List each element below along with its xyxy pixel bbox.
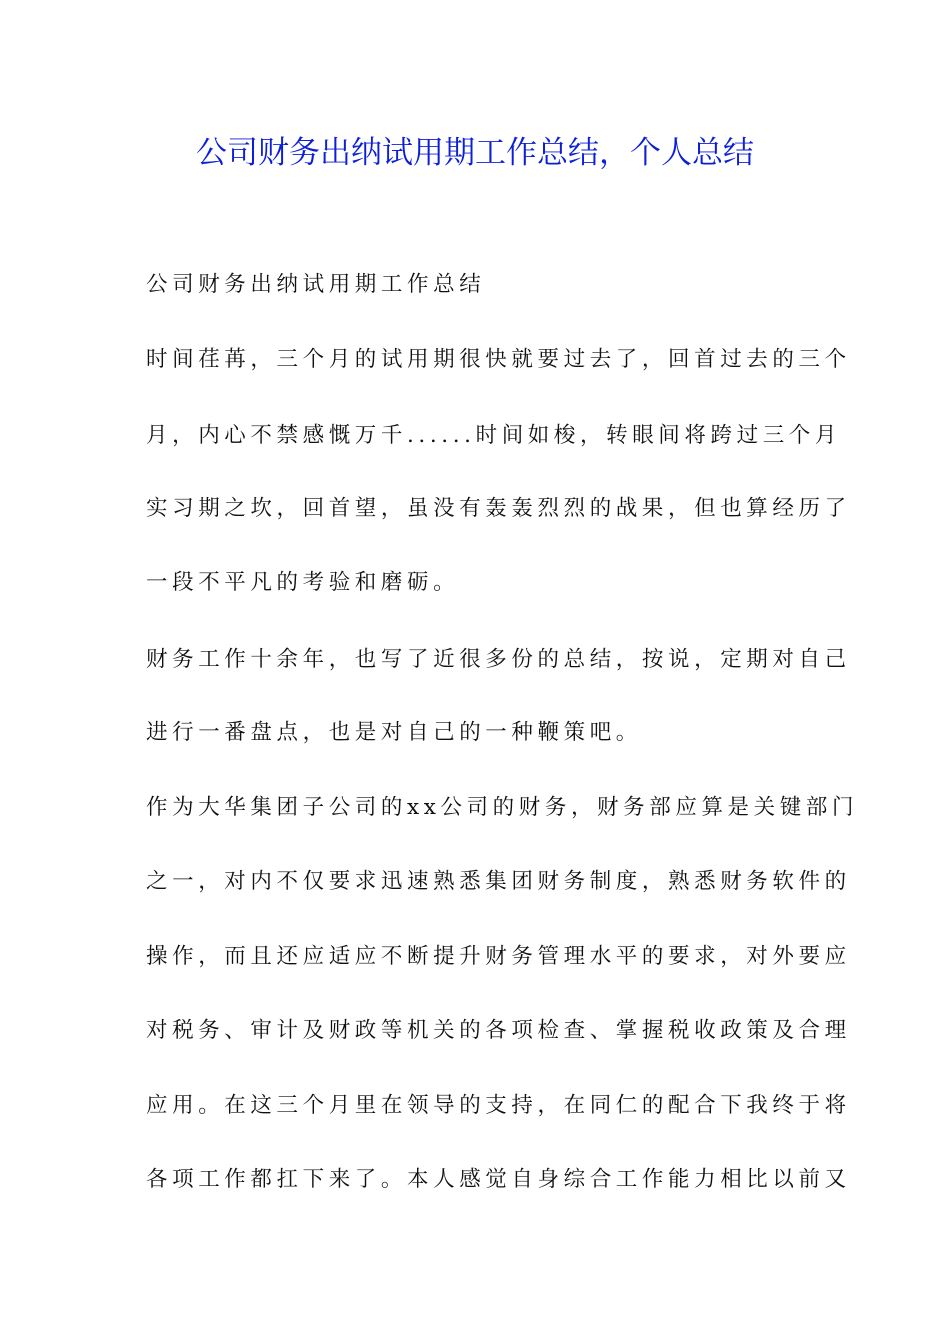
- text-line: 时间荏苒，三个月的试用期很快就要过去了，回首过去的三个: [146, 347, 851, 372]
- text-line: 财务工作十余年，也写了近很多份的总结，按说，定期对自己: [146, 647, 851, 672]
- text-line: 一段不平凡的考验和磨砺。: [146, 570, 460, 595]
- document-title: 公司财务出纳试用期工作总结，个人总结: [196, 135, 754, 171]
- subtitle-line: 公司财务出纳试用期工作总结: [146, 272, 486, 297]
- text-line: 各项工作都扛下来了。本人感觉自身综合工作能力相比以前又: [146, 1167, 851, 1192]
- text-line: 对税务、审计及财政等机关的各项检查、掌握税收政策及合理: [146, 1018, 851, 1043]
- text-line: 作为大华集团子公司的xx公司的财务，财务部应算是关键部门: [146, 795, 859, 820]
- text-line: 之一，对内不仅要求迅速熟悉集团财务制度，熟悉财务软件的: [146, 869, 851, 894]
- text-line: 实习期之坎，回首望，虽没有轰轰烈烈的战果，但也算经历了: [146, 496, 851, 521]
- text-line: 月，内心不禁感慨万千......时间如梭，转眼间将跨过三个月: [146, 423, 842, 448]
- text-line: 操作，而且还应适应不断提升财务管理水平的要求，对外要应: [146, 944, 851, 969]
- text-line: 应用。在这三个月里在领导的支持，在同仁的配合下我终于将: [146, 1093, 851, 1118]
- text-line: 进行一番盘点，也是对自己的一种鞭策吧。: [146, 720, 642, 745]
